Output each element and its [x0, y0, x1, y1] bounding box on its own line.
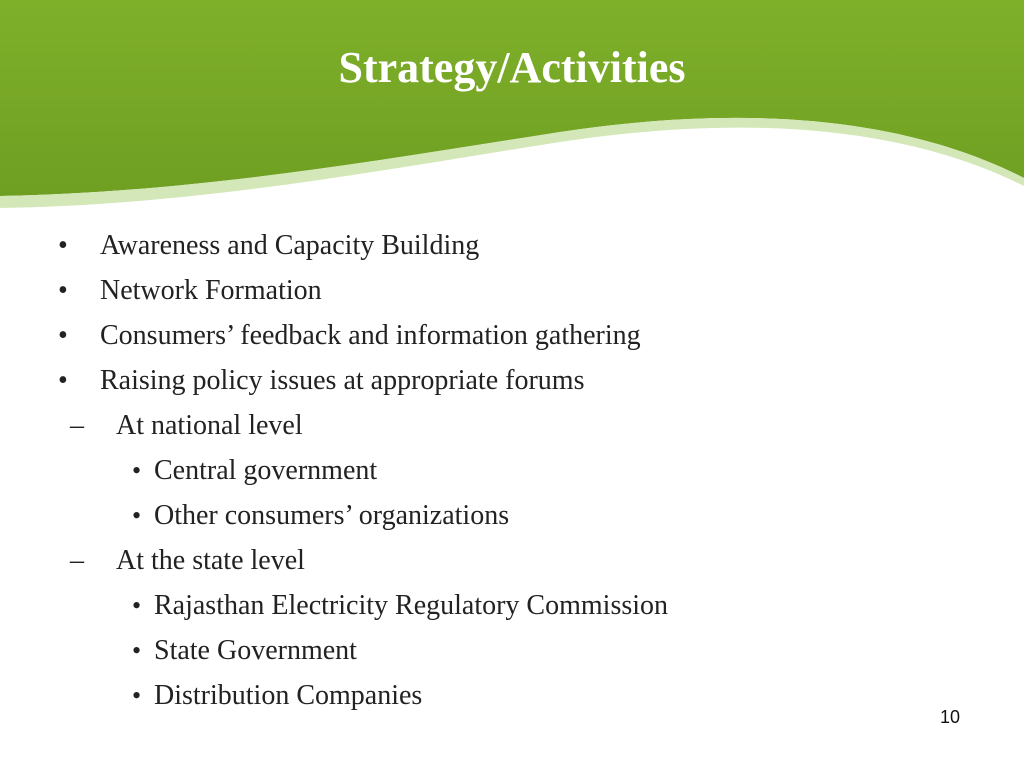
sub-sub-list-item-label: State Government — [154, 635, 357, 666]
bullet-icon: • — [58, 365, 68, 396]
sub-list-item-label: At the state level — [116, 545, 305, 576]
list-item — [58, 268, 958, 313]
sub-list-item — [70, 403, 958, 448]
list-item — [58, 223, 958, 268]
sub-sub-list-item-label: Distribution Companies — [154, 680, 423, 711]
dash-icon: – — [70, 545, 84, 576]
sub-sub-list-item — [132, 448, 958, 493]
list-item — [58, 313, 958, 358]
bullet-icon: • — [132, 681, 142, 710]
list-item — [58, 358, 958, 403]
bullet-icon: • — [132, 636, 142, 665]
bullet-list — [58, 223, 958, 718]
page-title: Strategy/Activities — [338, 43, 686, 92]
sub-sub-list-item-label: Rajasthan Electricity Regulatory Commission — [154, 590, 669, 621]
bullet-icon: • — [132, 456, 142, 485]
list-item-label: Awareness and Capacity Building — [100, 230, 480, 261]
bullet-icon: • — [132, 501, 142, 530]
bullet-icon: • — [58, 320, 68, 351]
bullet-icon: • — [58, 230, 68, 261]
sub-sub-list-item — [132, 673, 958, 718]
sub-list-item-label: At national level — [116, 410, 303, 441]
sub-sub-list-item-label: Central government — [154, 455, 378, 486]
sub-list-item — [70, 538, 958, 583]
list-item-label: Network Formation — [100, 275, 322, 306]
bullet-icon: • — [58, 275, 68, 306]
list-item-label: Raising policy issues at appropriate forums — [100, 365, 585, 396]
page-number: 10 — [940, 707, 961, 727]
sub-sub-list-item — [132, 583, 958, 628]
sub-sub-list-item — [132, 493, 958, 538]
bullet-icon: • — [132, 591, 142, 620]
list-item-label: Consumers’ feedback and information gathering — [100, 320, 641, 351]
sub-sub-list-item-label: Other consumers’ organizations — [154, 500, 510, 531]
header-wave-banner — [0, 0, 1024, 215]
dash-icon: – — [70, 410, 84, 441]
sub-sub-list-item — [132, 628, 958, 673]
